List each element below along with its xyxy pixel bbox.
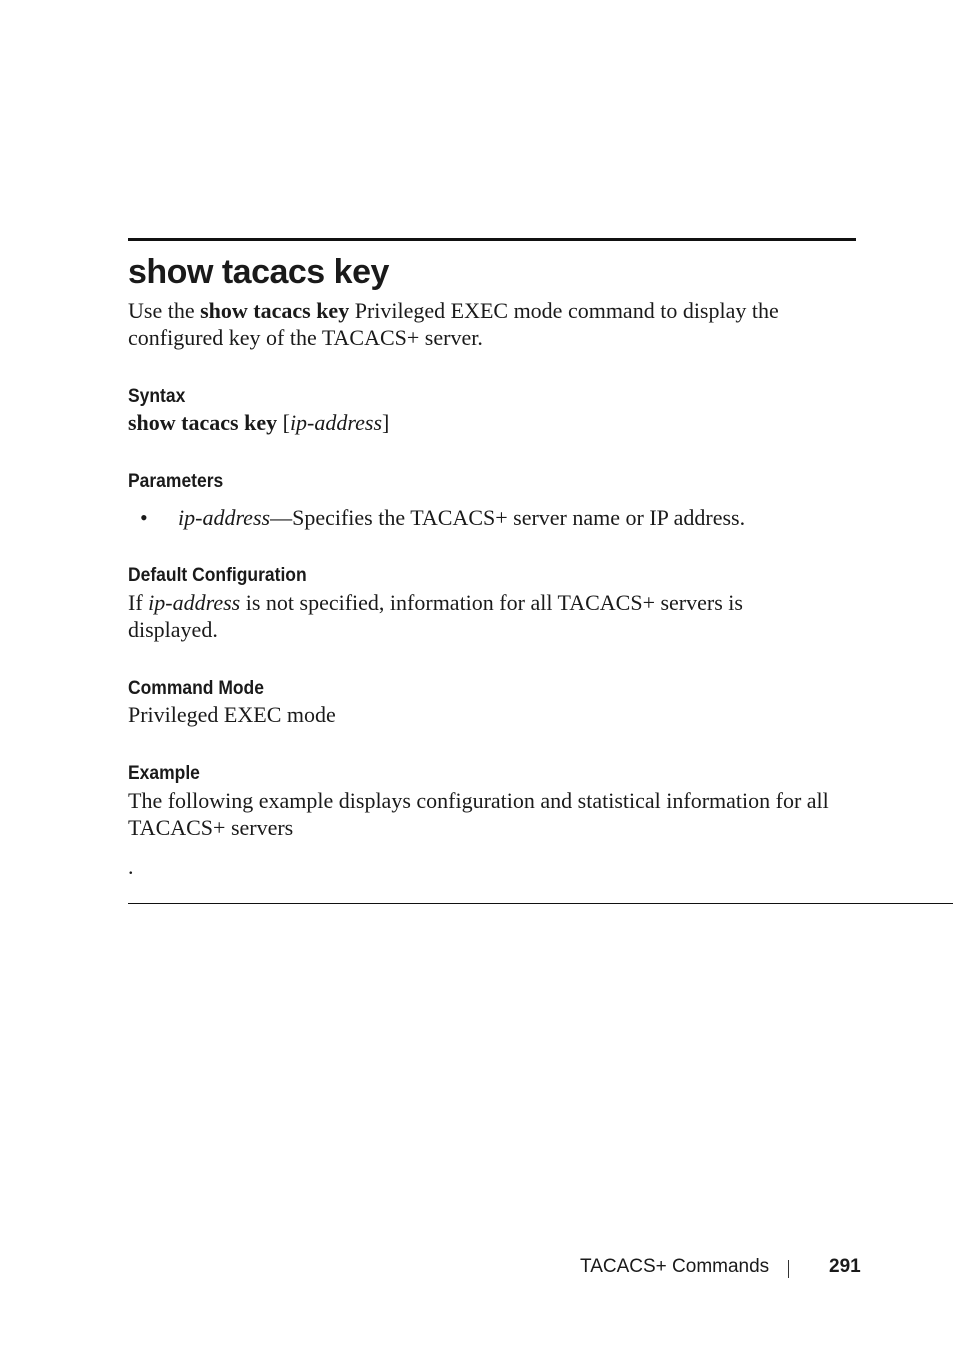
- default-configuration-text: [128, 589, 788, 643]
- default-config-post: is not specified, information for all TACACS+ servers is displayed.: [128, 590, 743, 642]
- default-config-pre: If: [128, 590, 149, 615]
- default-config-param: ip-address: [148, 590, 241, 615]
- command-mode-text: Privileged EXEC mode: [128, 702, 336, 727]
- parameters-heading: Parameters: [128, 471, 224, 492]
- page-number: 291: [829, 1256, 861, 1277]
- intro-paragraph: [128, 297, 858, 351]
- default-configuration-heading: Default Configuration: [128, 565, 307, 586]
- top-rule: [128, 238, 856, 241]
- example-dot: .: [128, 854, 134, 879]
- intro-text-pre: Use the: [128, 298, 201, 323]
- syntax-open-bracket: [: [277, 410, 290, 435]
- syntax-command: show tacacs key: [128, 410, 278, 435]
- example-heading: Example: [128, 763, 200, 784]
- syntax-heading: Syntax: [128, 386, 186, 407]
- page-title: show tacacs key: [128, 253, 389, 291]
- footer-separator: [788, 1260, 789, 1278]
- syntax-param: ip-address: [289, 410, 383, 435]
- example-text: The following example displays configuration and statistical information for all TACACS+ servers: [128, 788, 829, 840]
- parameter-name: ip-address: [178, 505, 271, 530]
- footer-section: TACACS+ Commands: [580, 1256, 770, 1277]
- intro-text-post: Privileged EXEC mode command to display the configured key of the TACACS+ server.: [128, 298, 779, 350]
- intro-command: show tacacs key: [200, 298, 350, 323]
- parameter-item: [178, 504, 908, 531]
- command-mode-heading: Command Mode: [128, 678, 264, 699]
- parameter-desc: —Specifies the TACACS+ server name or IP address.: [270, 505, 746, 530]
- syntax-line: [128, 409, 858, 436]
- bottom-rule: [128, 903, 953, 904]
- bullet-icon: •: [140, 505, 148, 530]
- syntax-close-bracket: ]: [382, 410, 390, 435]
